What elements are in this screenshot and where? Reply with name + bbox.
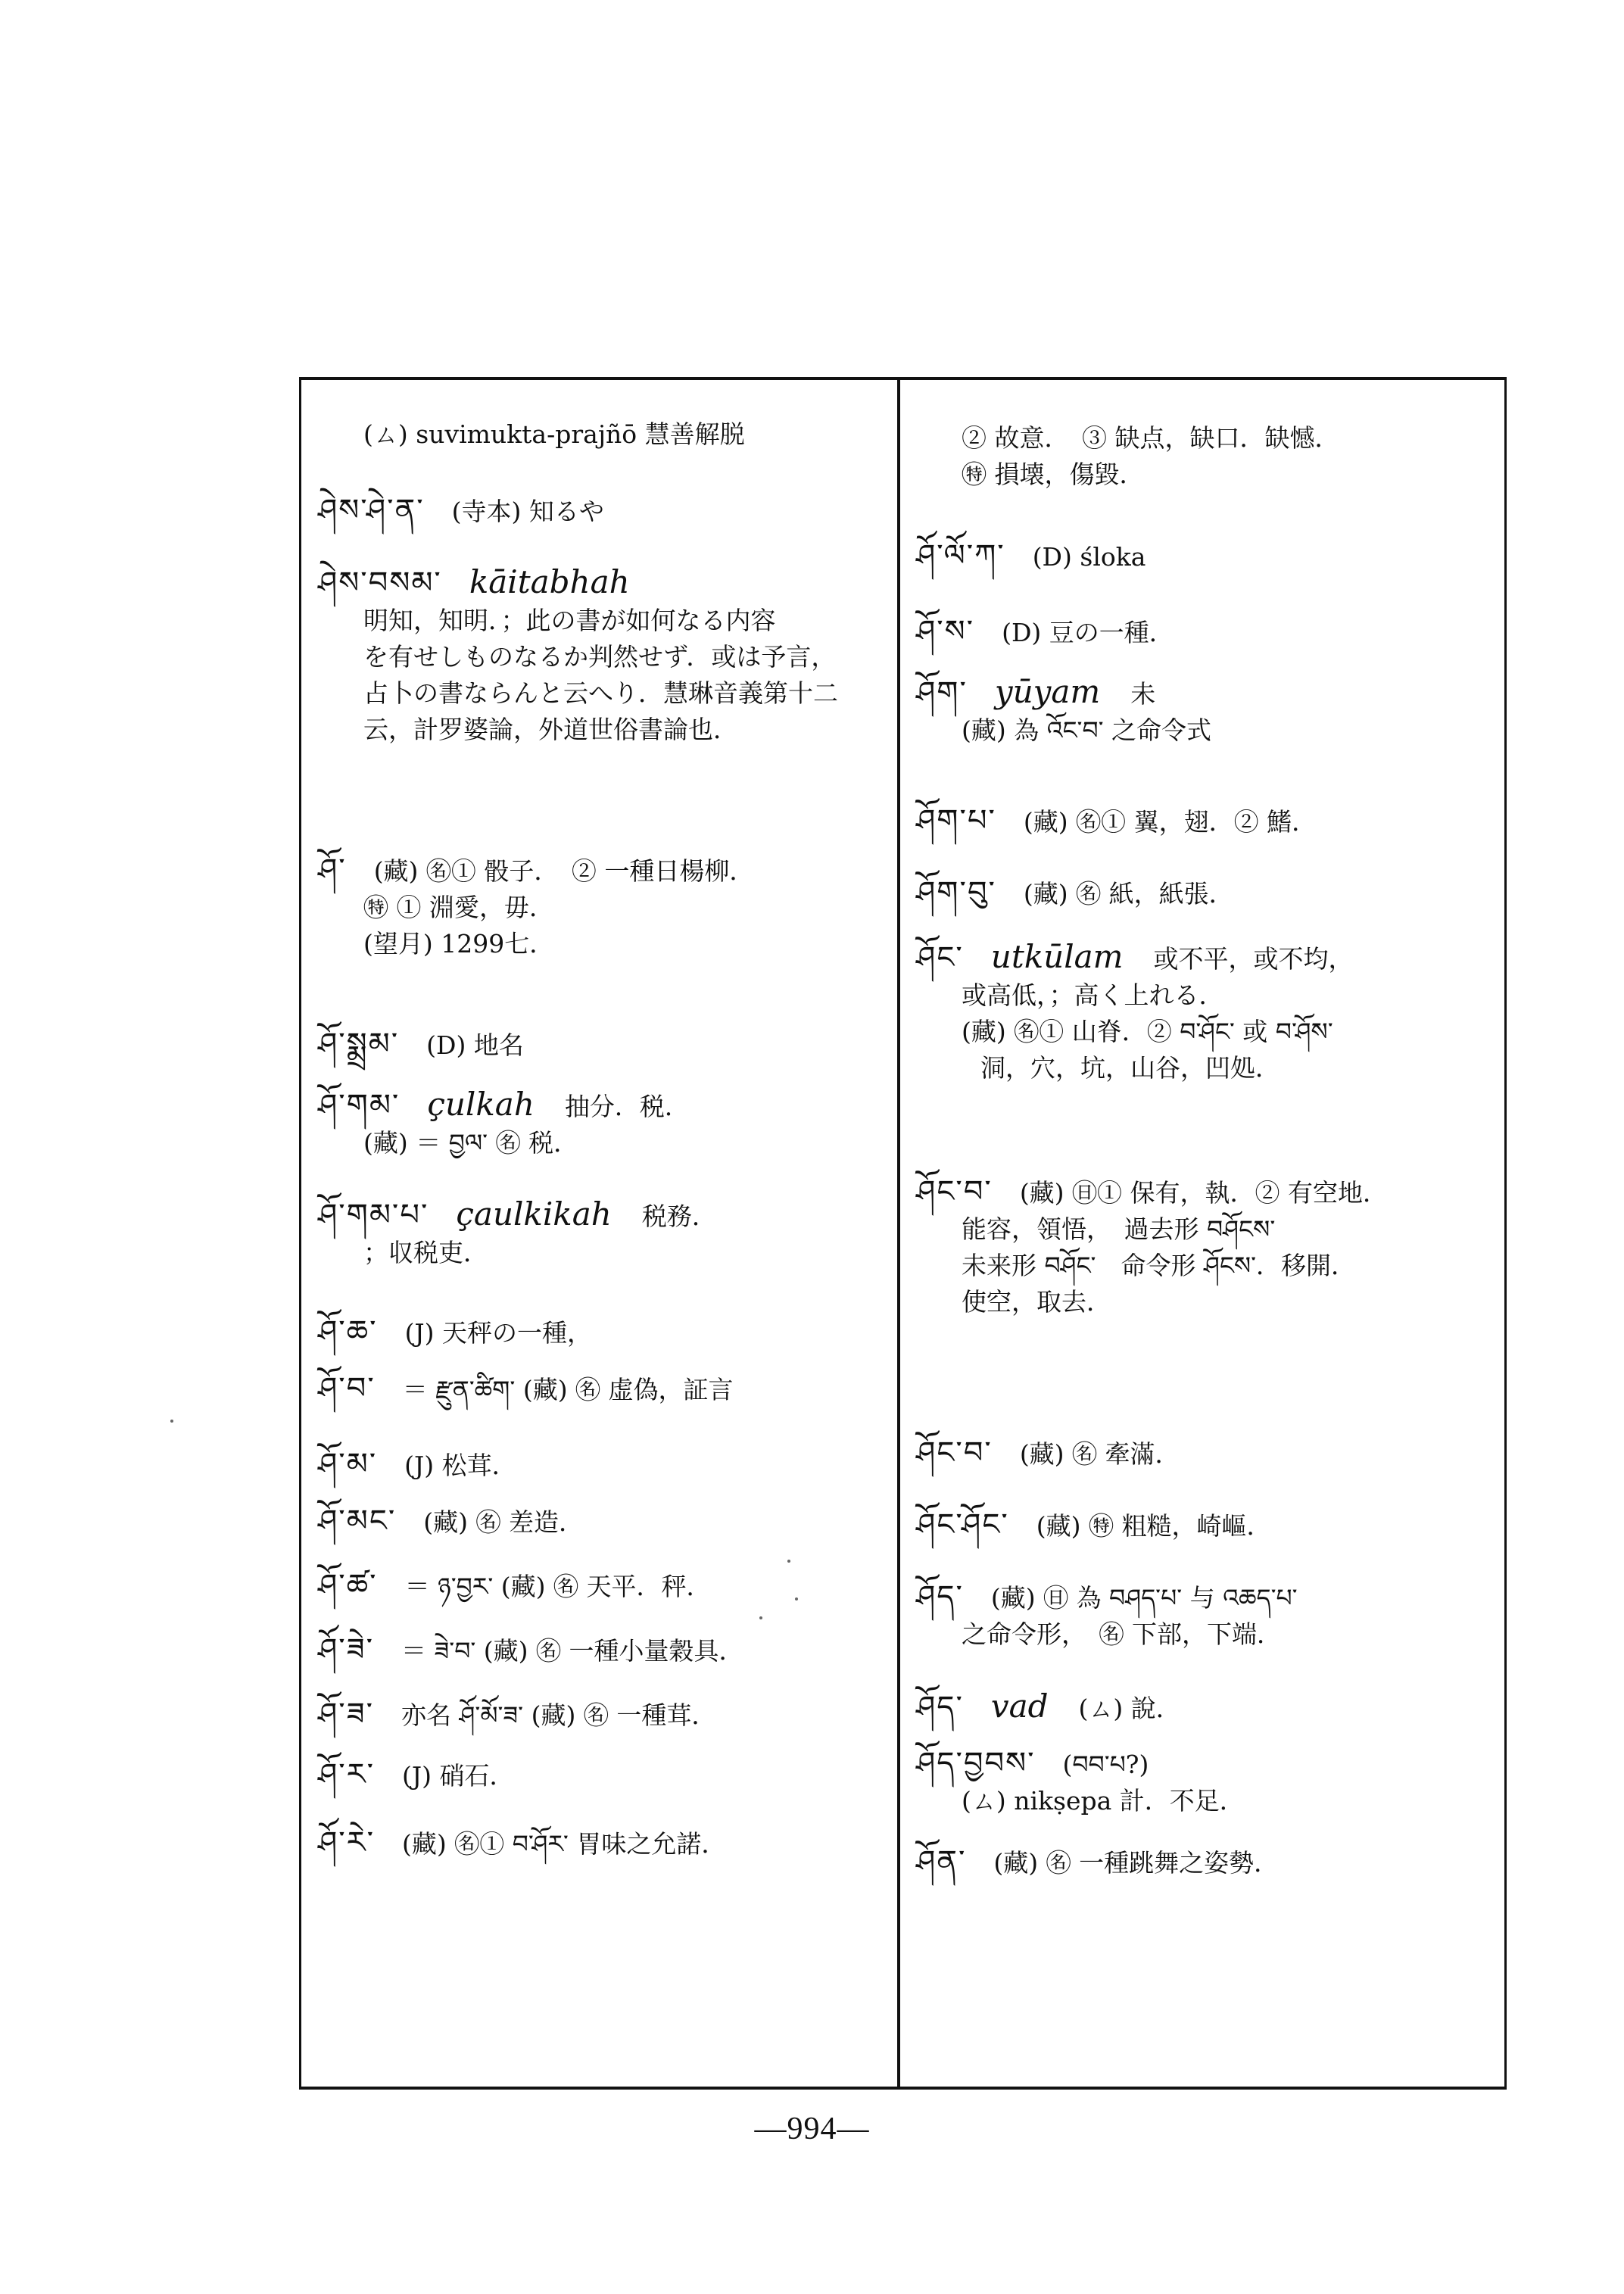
definition-text: (藏) ㊔ 差造．	[423, 1507, 584, 1537]
definition-text: (藏) ㊕ 粗糙，崎嶇．	[1036, 1511, 1272, 1541]
entry-line	[916, 1211, 1388, 1248]
dictionary-entry	[318, 1696, 716, 1734]
sanskrit-romanization: çulkah	[427, 1086, 535, 1123]
page-number: —994—	[754, 2112, 870, 2146]
entry-line	[916, 1844, 1279, 1881]
entry-line	[916, 977, 1354, 1014]
entry-line	[318, 890, 754, 926]
definition-text: (藏) 為 འོང་བ་ 之命令式	[962, 715, 1212, 745]
tibetan-headword: ཤོང་བ་	[916, 1174, 993, 1209]
definition-text: 未	[1130, 679, 1156, 709]
definition-text: (藏) ㊔ 一種跳舞之姿勢．	[993, 1848, 1280, 1878]
definition-text: 能容，領悟， 過去形 བཤོངས་	[962, 1214, 1276, 1244]
entry-line	[318, 564, 838, 603]
tibetan-headword: ཤོ་ལོ་ཀ་	[916, 538, 1005, 573]
entry-line	[916, 613, 1174, 651]
dictionary-entry	[318, 1567, 712, 1605]
dictionary-entry	[916, 420, 1339, 493]
definition-text: 或不平，或不均，	[1153, 944, 1354, 974]
entry-line	[318, 603, 838, 639]
tibetan-headword: ཤོ་ཟ་	[318, 1697, 375, 1731]
entry-line	[318, 1086, 690, 1125]
dictionary-entry	[318, 852, 754, 962]
tibetan-headword: ཤོ་ས་	[916, 614, 975, 649]
entry-line	[916, 457, 1339, 493]
dictionary-entry	[318, 492, 604, 530]
dictionary-entry	[318, 1026, 524, 1064]
tibetan-headword: ཤོང་ཤོང་	[916, 1507, 1009, 1542]
entry-line	[318, 852, 754, 890]
entry-line	[318, 416, 745, 453]
tibetan-headword: ཤོ་རེ་	[318, 1825, 375, 1860]
definition-text: ；収税吏．	[363, 1238, 488, 1267]
entry-line	[318, 1196, 717, 1235]
definition-text: (望月) 1299七．	[363, 929, 555, 958]
definition-text: (藏) ㊔ 紙，紙張．	[1023, 879, 1234, 909]
dictionary-entry	[916, 1745, 1245, 1819]
dictionary-entry	[318, 564, 838, 748]
tibetan-headword: ཤོ་གམ་	[318, 1088, 401, 1123]
tibetan-headword: ཤོག་པ་	[916, 803, 996, 838]
dictionary-entry	[916, 1579, 1298, 1653]
definition-text: (藏) ㊔① 翼，翅．② 鰭．	[1023, 807, 1317, 837]
dictionary-entry	[318, 1370, 734, 1408]
entry-line	[318, 1446, 517, 1484]
definition-text: 未来形 བཤོང་ 命令形 ཤོངས་．移開．	[962, 1251, 1357, 1280]
entry-line	[318, 639, 838, 675]
definition-text: 云，計罗婆論，外道世俗書論也．	[363, 715, 738, 744]
dictionary-entry	[916, 1844, 1279, 1881]
definition-text: ㊕ ① 淵愛，毋．	[363, 893, 554, 922]
entry-line	[318, 1696, 716, 1734]
tibetan-headword: ཤོ་ཆ་	[318, 1314, 378, 1349]
dictionary-entry	[916, 803, 1317, 840]
definition-text: (寺本) 知るや	[451, 497, 604, 526]
entry-line	[318, 1756, 514, 1794]
dictionary-entry	[916, 674, 1211, 749]
dictionary-entry	[318, 416, 745, 453]
entry-line	[318, 1632, 744, 1669]
entry-line	[318, 712, 838, 748]
definition-text: (藏) ＝ བྱལ་ ㊔ 税．	[363, 1128, 579, 1158]
definition-text: ② 故意． ③ 缺点，缺口．缺憾．	[962, 423, 1340, 453]
scan-speck	[170, 1420, 173, 1423]
entry-line	[318, 1314, 592, 1351]
definition-text: (ㄙ) 說．	[1078, 1694, 1181, 1723]
dictionary-entry	[916, 1173, 1388, 1320]
entry-line	[916, 1783, 1245, 1819]
column-divider	[897, 377, 900, 2090]
entry-line	[916, 1050, 1354, 1086]
definition-text: 亦名 ཤོ་མོ་ཟ་ (藏) ㊔ 一種茸．	[401, 1700, 717, 1730]
definition-text: 占卜の書ならんと云へり．慧琳音義第十二	[363, 678, 838, 708]
definition-text: 明知，知明．；此の書が如何なる内容	[363, 606, 776, 635]
dictionary-entry	[916, 1688, 1181, 1727]
tibetan-headword: ཤོད་	[916, 1579, 964, 1614]
definition-text: 税務．	[641, 1202, 717, 1231]
dictionary-entry	[318, 1086, 690, 1161]
entry-line	[318, 926, 754, 962]
definition-text: (J) 天秤の一種，	[404, 1318, 593, 1348]
definition-text: 使空，取去．	[962, 1287, 1111, 1317]
tibetan-headword: ཤེས་བསམ་	[318, 566, 442, 600]
definition-text: ＝ རྫུན་ཚིག་ (藏) ㊔ 虚偽，証言	[402, 1375, 734, 1404]
entry-line	[318, 1825, 726, 1862]
dictionary-entry	[318, 1314, 592, 1351]
scan-speck	[787, 1560, 790, 1563]
entry-line	[318, 1370, 734, 1408]
dictionary-entry	[318, 1196, 717, 1271]
tibetan-headword: ཤོང་བ་	[916, 1435, 993, 1470]
definition-text: (D) śloka	[1032, 542, 1146, 572]
sanskrit-romanization: utkūlam	[990, 938, 1124, 975]
tibetan-headword: ཤོ་བ་	[318, 1371, 376, 1406]
definition-text: (ㄙ) suvimukta-prajñō 慧善解脱	[363, 419, 745, 449]
entry-line	[318, 1235, 717, 1271]
entry-line	[916, 712, 1211, 749]
definition-text: ㊕ 損壊，傷毀．	[962, 460, 1145, 489]
entry-line	[318, 1567, 712, 1605]
tibetan-headword: ཤོག་	[916, 675, 968, 710]
tibetan-headword: ཤོ་ཚ་	[318, 1568, 378, 1603]
dictionary-entry	[318, 1503, 584, 1541]
entry-line	[318, 675, 838, 712]
entry-line	[916, 538, 1146, 575]
dictionary-entry	[916, 538, 1146, 575]
entry-line	[916, 1507, 1271, 1544]
entry-line	[916, 1284, 1388, 1320]
entry-line	[916, 1579, 1298, 1616]
tibetan-headword: ཤོ་ཟེ་	[318, 1632, 375, 1667]
definition-text: ＝ ཉ་བྱར་ (藏) ㊔ 天平．秤．	[404, 1572, 712, 1601]
entry-line	[916, 420, 1339, 457]
sanskrit-romanization: yūyam	[994, 673, 1101, 710]
scan-speck	[759, 1616, 762, 1619]
entry-line	[916, 874, 1234, 912]
entry-line	[318, 1026, 524, 1064]
entry-line	[318, 1125, 690, 1161]
entry-line	[916, 1173, 1388, 1211]
definition-text: (藏) ㊔① 骰子． ② 一種日楊柳．	[373, 856, 755, 886]
definition-text: (ㄙ) nikṣepa 計．不足．	[962, 1786, 1245, 1816]
entry-line	[318, 492, 604, 530]
definition-text: を有せしものなるか判然せず．或は予言，	[363, 642, 837, 672]
tibetan-headword: ཤོ་མང་	[318, 1504, 397, 1538]
dictionary-entry	[916, 874, 1234, 912]
dictionary-entry	[916, 1507, 1271, 1544]
tibetan-headword: ཤོ་གམ་པ་	[318, 1198, 429, 1233]
entry-line	[916, 1616, 1298, 1653]
entry-line	[916, 1248, 1388, 1284]
definition-text: ＝ ཟེ་བ་ (藏) ㊔ 一種小量穀具．	[401, 1636, 744, 1666]
entry-line	[916, 1435, 1180, 1473]
definition-text: (J) 硝石．	[402, 1761, 515, 1791]
entry-line	[916, 1745, 1245, 1783]
entry-line	[916, 1688, 1181, 1727]
tibetan-headword: ཤོན་	[916, 1844, 967, 1879]
entry-line	[318, 1503, 584, 1541]
definition-text: (藏) ㊔① 山脊．② བ་ཤོང་ 或 བ་ཤོས་	[962, 1017, 1333, 1046]
scan-speck	[795, 1597, 798, 1601]
dictionary-entry	[318, 1632, 744, 1669]
sanskrit-romanization: çaulkikah	[456, 1195, 612, 1233]
tibetan-headword: ཤེས་ཤེ་ན་	[318, 493, 425, 528]
sanskrit-romanization: kāitabhah	[469, 563, 630, 600]
definition-text: (藏) ㊔ 牽滿．	[1019, 1439, 1180, 1469]
definition-text: (藏) ㊐ 為 བཤད་པ་ 与 འཆད་པ་	[990, 1583, 1298, 1613]
definition-text: 抽分．税．	[564, 1092, 690, 1121]
tibetan-headword: ཤོག་བུ་	[916, 875, 996, 910]
definition-text: (D) 地名	[426, 1030, 524, 1060]
tibetan-headword: ཤོ་	[318, 852, 347, 887]
tibetan-headword: ཤོ་མ་	[318, 1447, 378, 1482]
tibetan-headword: ཤོ་སྨྲམ་	[318, 1027, 400, 1061]
definition-text: (D) 豆の一種．	[1002, 618, 1174, 647]
dictionary-entry	[318, 1446, 517, 1484]
definition-text: (བབ་པ?)	[1062, 1750, 1149, 1779]
tibetan-headword: ཤོད་བྱབས་	[916, 1746, 1036, 1781]
entry-line	[916, 1014, 1354, 1050]
dictionary-entry	[916, 1435, 1180, 1473]
dictionary-entry	[318, 1756, 514, 1794]
sanskrit-romanization: vad	[990, 1688, 1049, 1725]
definition-text: 或高低，；高く上れる．	[962, 980, 1224, 1010]
dictionary-entry	[318, 1825, 726, 1862]
entry-line	[916, 939, 1354, 977]
dictionary-entry	[916, 613, 1174, 651]
definition-text: (藏) ㊐① 保有，執．② 有空地．	[1019, 1178, 1389, 1208]
tibetan-headword: ཤོང་	[916, 940, 964, 975]
definition-text: 之命令形， ㊔ 下部，下端．	[962, 1619, 1282, 1649]
tibetan-headword: ཤོད་	[916, 1690, 964, 1725]
entry-line	[916, 803, 1317, 840]
dictionary-entry	[916, 939, 1354, 1086]
definition-text: (J) 松茸．	[404, 1451, 517, 1480]
entry-line	[916, 674, 1211, 712]
definition-text: (藏) ㊔① བ་ཤོར་ 胃味之允諾．	[402, 1829, 727, 1859]
tibetan-headword: ཤོ་ར་	[318, 1757, 375, 1792]
definition-text: 洞，穴，坑，山谷，凹処．	[980, 1053, 1280, 1083]
